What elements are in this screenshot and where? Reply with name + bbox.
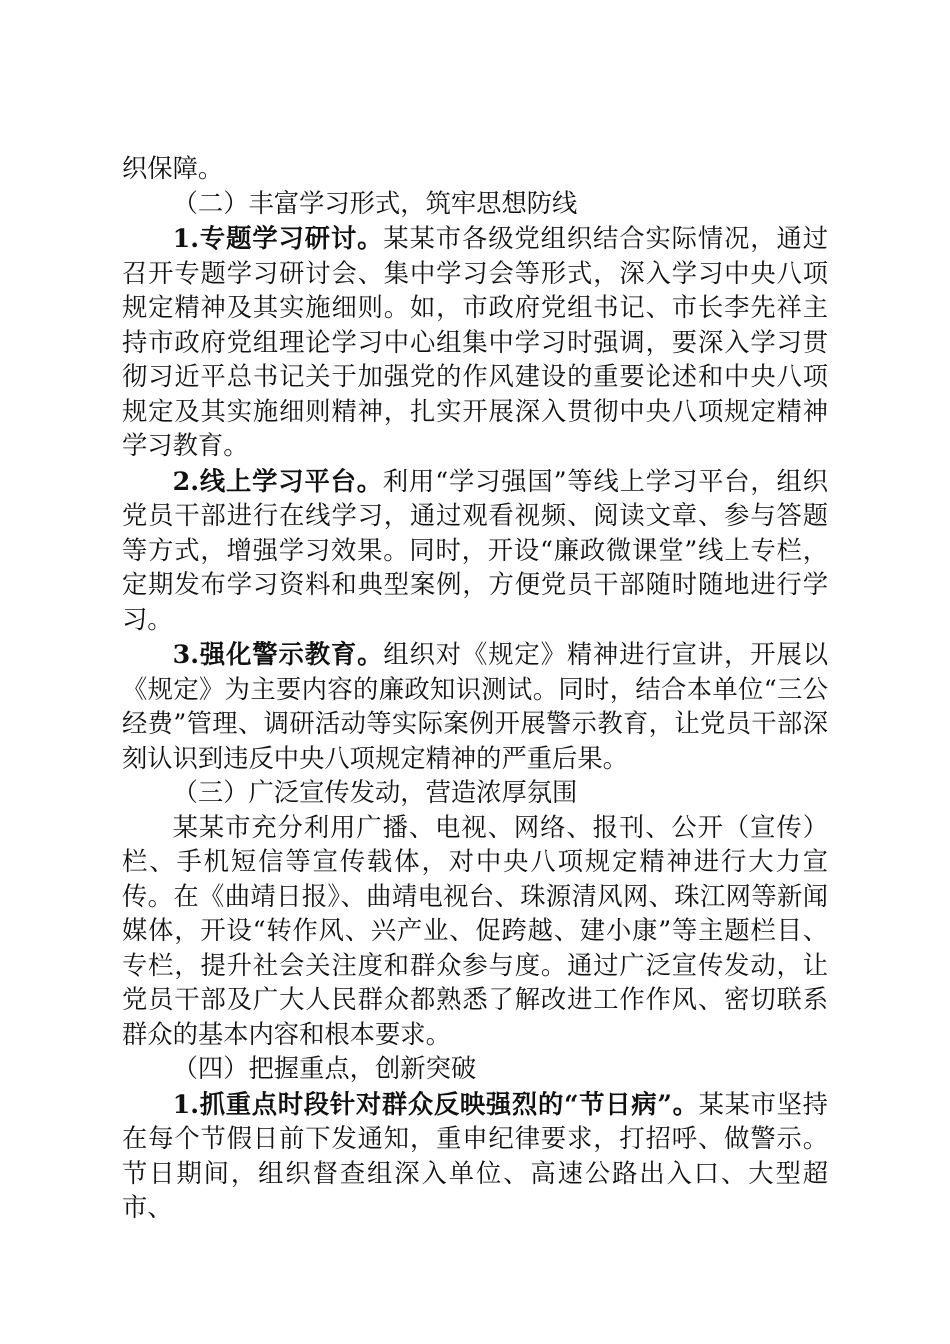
paragraph-text: 组织对《规定》精神进行宣讲，开展以《规定》为主要内容的廉政知识测试。同时，结合本单位“三公经费”管理、调研活动等实际案例开展警示教育，让党员干部深刻认识到违反中央八项规定精神的严重后果。: [122, 640, 828, 773]
paragraph-lead: 1.抓重点时段针对群众反映强烈的“节日病”。: [172, 1088, 699, 1119]
paragraph-text: 某某市充分利用广播、电视、网络、报刊、公开（宣传）栏、手机短信等宣传载体，对中央八项规定精神进行大力宣传。在《曲靖日报》、曲靖电视台、珠源清风网、珠江网等新闻媒体，开设“转作风、兴产业、促跨越、建小康”等主题栏目、专栏，提升社会关注度和群众参与度。通过广泛宣传发动，让党员干部及广大人民群众都熟悉了解改进工作作风、密切联系群众的基本内容和根本要求。: [122, 812, 828, 1049]
section-heading-3: （三）广泛宣传发动，营造浓厚氛围: [172, 778, 578, 807]
paragraph-continuation: [122, 152, 828, 187]
paragraph-warning-education: [122, 637, 828, 776]
paragraph-text: 某某市各级党组织结合实际情况，通过召开专题学习研讨会、集中学习会等形式，深入学习中央八项规定精神及其实施细则。如，市政府党组书记、市长李先祥主持市政府党组理论学习中心组集中学习时强调，要深入学习贯彻习近平总书记关于加强党的作风建设的重要论述和中央八项规定及其实施细则精神，扎实开展深入贯彻中央八项规定精神学习教育。: [122, 224, 828, 460]
section-heading-2: （二）丰富学习形式，筑牢思想防线: [172, 188, 578, 218]
paragraph-online-platform: [122, 464, 828, 638]
paragraph-lead: 3.强化警示教育。: [172, 639, 384, 669]
paragraph-topic-study: [122, 221, 828, 464]
paragraph-text: 利用“学习强国”等线上学习平台，组织党员干部进行在线学习，通过观看视频、阅读文章、参与答题等方式，增强学习效果。同时，开设“廉政微课堂”线上专栏，定期发布学习资料和典型案例，方便党员干部随时随地进行学习。: [122, 466, 828, 634]
document-body: [122, 152, 828, 1226]
paragraph-holiday-focus: [122, 1087, 828, 1226]
paragraph-text: 织保障。: [122, 154, 224, 183]
section-heading-4: （四）把握重点，创新突破: [172, 1054, 477, 1083]
paragraph-lead: 1.专题学习研讨。: [172, 223, 384, 253]
paragraph-publicity: [122, 811, 828, 1053]
paragraph-text: 某某市坚持在每个节假日前下发通知，重申纪律要求，打招呼、做警示。节日期间，组织督查组深入单位、高速公路出入口、大型超市、: [122, 1089, 828, 1222]
paragraph-lead: 2.线上学习平台。: [172, 465, 383, 496]
